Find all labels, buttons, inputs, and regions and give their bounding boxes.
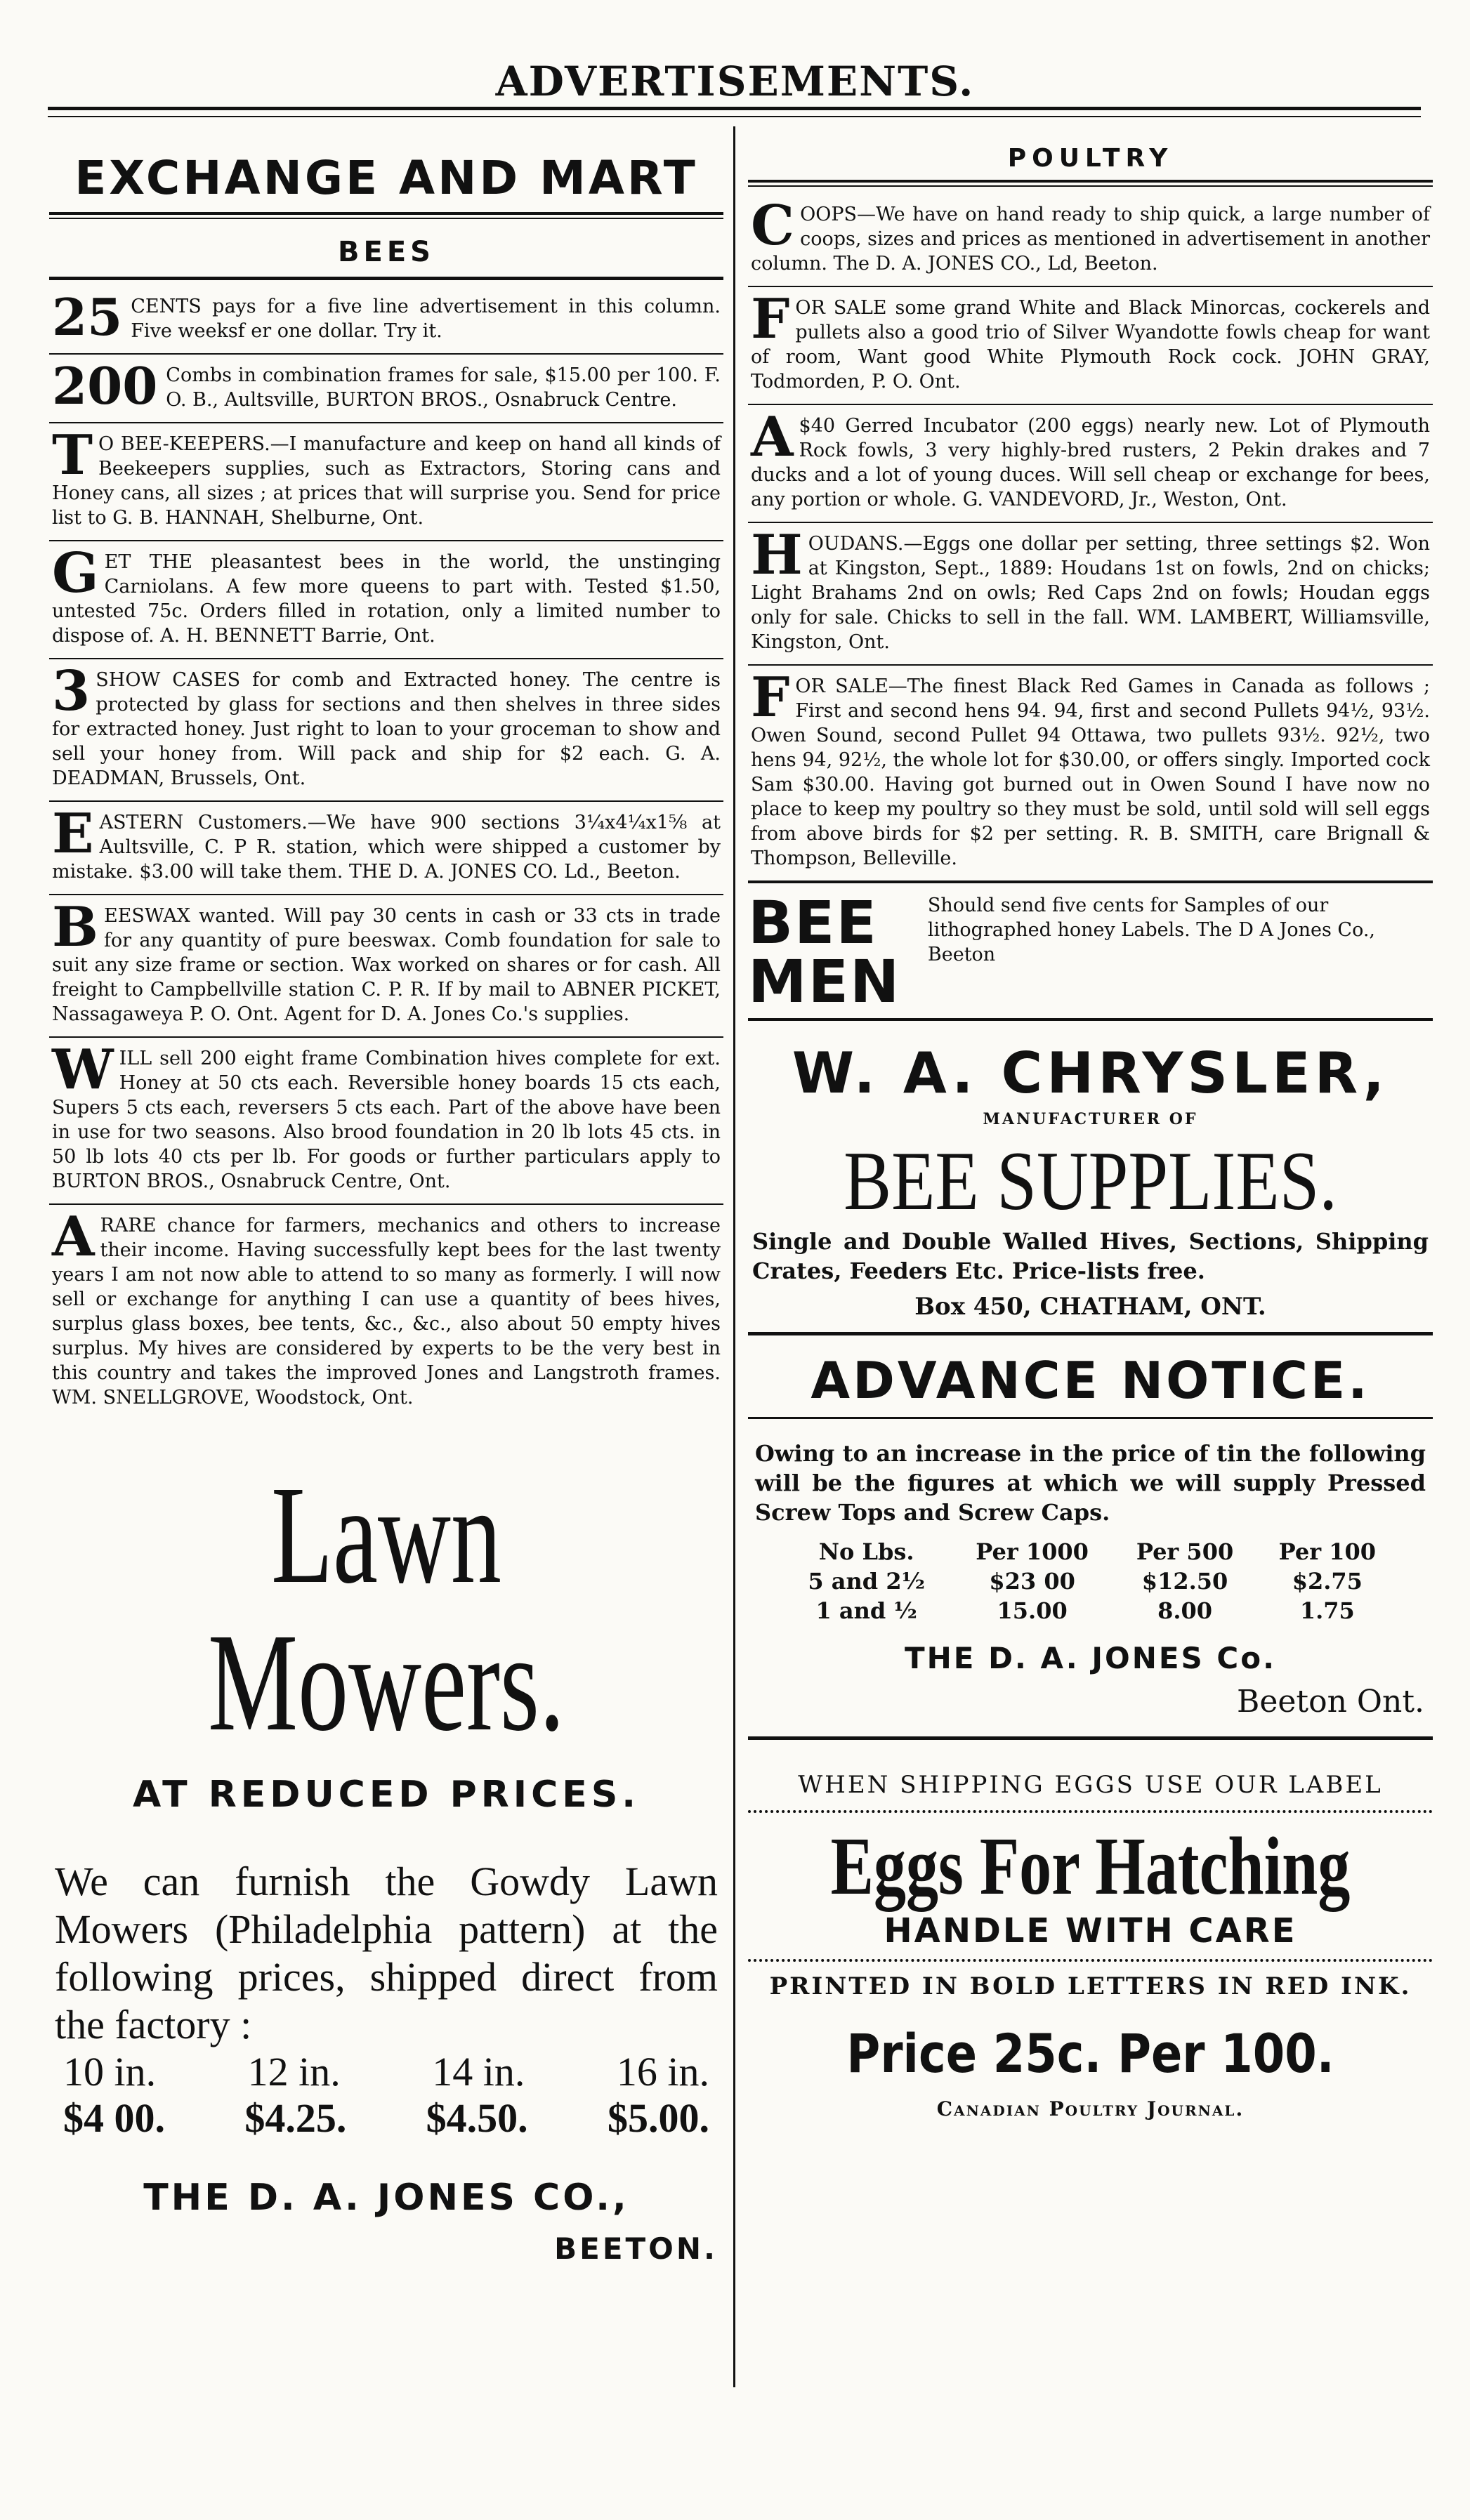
divider <box>49 212 723 219</box>
poultry-section-title: POULTRY <box>1007 144 1174 173</box>
ad-drop: B <box>52 895 98 959</box>
lawn-mower-sizes <box>49 2049 723 2095</box>
classified-ad <box>748 287 1433 405</box>
ad-drop: C <box>751 194 795 258</box>
ad-text: OOPS—We have on hand ready to ship quick, a large number of coops, sizes and prices as mentioned in advertisement in another column. The D. A. JONES CO., Ld, Beeton. <box>751 204 1430 275</box>
eggs-for-hatching-title: Eggs For Hatching <box>830 1820 1351 1912</box>
divider <box>748 1736 1433 1740</box>
ad-text: RARE chance for farmers, mechanics and others to increase their income. Having successfully kept bees for the last twenty years I am not now able to attend to so many as formerly. I will now sell or exchange for anything I can use a quantity of bees hives, surplus glass boxes, bee tents, &c., &c., also about 50 empty hives surplus. My hives are considered by experts to be the very best in this country and takes the improved Jones and Langstroth frames. WM. SNELLGROVE, Woodstock, Ont. <box>52 1215 721 1409</box>
table-cell: 1.75 <box>1299 1597 1355 1624</box>
table-header: Per 100 <box>1278 1538 1377 1565</box>
price-cell: $4 00. <box>63 2095 165 2141</box>
ad-drop: F <box>751 287 790 351</box>
lawn-mowers-subtitle: AT REDUCED PRICES. <box>132 1774 641 1816</box>
ad-text: OUDANS.—Eggs one dollar per setting, three settings $2. Won at Kingston, Sept., 1889: Houdans 1st on fowls, 2nd on chicks; Light Brahams 2nd on owls; Red Caps 2nd on fowls; Houdan eggs only for sale. Chicks to sell in the fall. WM. LAMBERT, Williamsville, Kingston, Ont. <box>751 533 1430 653</box>
table-cell: 1 and ½ <box>815 1597 917 1624</box>
divider <box>748 180 1433 187</box>
right-column <box>748 130 1433 2120</box>
dotted-divider <box>748 1959 1433 1962</box>
table-cell: 8.00 <box>1157 1597 1212 1624</box>
table-row <box>782 1566 1399 1596</box>
table-header: Per 500 <box>1136 1538 1234 1565</box>
bees-section-title: BEES <box>338 236 435 268</box>
chrysler-name: W. A. CHRYSLER, <box>792 1041 1389 1106</box>
ad-drop: 25 <box>52 287 123 347</box>
divider <box>748 1332 1433 1335</box>
advance-notice-title: ADVANCE NOTICE. <box>748 1351 1433 1419</box>
table-cell: 5 and 2½ <box>808 1568 925 1595</box>
header-rule <box>48 107 1421 110</box>
classified-ad <box>49 802 723 895</box>
bee-supplies-heading: BEE SUPPLIES. <box>844 1134 1337 1227</box>
chrysler-address: Box 450, CHATHAM, ONT. <box>914 1293 1266 1321</box>
price-cell: $5.00. <box>607 2095 709 2141</box>
price-table <box>782 1537 1399 1625</box>
eggs-printed-text: PRINTED IN BOLD LETTERS IN RED INK. <box>769 1972 1412 2000</box>
table-cell: $23 00 <box>989 1568 1075 1595</box>
ad-text: $40 Gerred Incubator (200 eggs) nearly new. Lot of Plymouth Rock fowls, 3 very highly-bred rusters, 2 Pekin drakes and 7 ducks and a lot of young duces. Will sell cheap or exchange for bees, any portion or whole. G. VANDEVORD, Jr., Weston, Ont. <box>751 415 1430 510</box>
classified-ad <box>49 895 723 1038</box>
classified-ad <box>49 1038 723 1205</box>
lawn-mowers-town: BEETON. <box>554 2231 718 2266</box>
eggs-shipping-text: WHEN SHIPPING EGGS USE OUR LABEL <box>798 1771 1383 1799</box>
ad-text: OR SALE—The finest Black Red Games in Canada as follows ; First and second hens 94. 94, first and second Pullets 94½, 93½. Owen Sound, second Pullet 94 Ottawa, two pullets 93½. 92½, two hens 94, 92½, the whole lot for $30.00, or offers singly. Imported cock Sam $30.00. Having got burned out in Owen Sound I have now no place to keep my poultry so they must be sold, until sold will sell eggs from above birds for $2 per setting. R. B. SMITH, care Brignall & Thompson, Belleville. <box>751 675 1430 869</box>
bee-men-heading: BEE MEN <box>748 888 901 1016</box>
price-cell: $4.50. <box>426 2095 528 2141</box>
classified-ad <box>49 541 723 659</box>
ad-text: ILL sell 200 eight frame Combination hives complete for ext. Honey at 50 cts each. Reversible honey boards 15 cts each, Supers 5 cts each, reversers 5 cts each. Part of the above have been in use for two seasons. Also brood foundation in 20 lb lots 45 cts. in 50 lb lots 40 cts per lb. For goods or further particulars apply to BURTON BROS., Osnabruck Centre, Ont. <box>52 1048 721 1192</box>
journal-credit: Canadian Poultry Journal. <box>936 2097 1245 2120</box>
advance-notice-company: THE D. A. JONES Co. <box>904 1641 1277 1675</box>
classified-ad <box>49 423 723 541</box>
exchange-and-mart-title: EXCHANGE AND MART <box>74 151 698 205</box>
size-cell: 10 in. <box>63 2049 157 2094</box>
classified-ad <box>748 194 1433 287</box>
dotted-divider <box>748 1810 1433 1813</box>
ad-drop: A <box>751 405 794 469</box>
table-cell: 15.00 <box>997 1597 1068 1624</box>
ad-text: CENTS pays for a five line advertisement in this column. Five weeksf er one dollar. Try it. <box>131 296 721 342</box>
chrysler-description: Single and Double Walled Hives, Sections, Shipping Crates, Feeders Etc. Price-lists free. <box>752 1228 1429 1284</box>
ad-drop: 3 <box>52 659 91 723</box>
advance-notice-body: Owing to an increase in the price of tin the following will be the figures at which we will supply Pressed Screw Tops and Screw Caps. <box>755 1440 1426 1526</box>
table-header: No Lbs. <box>818 1538 914 1565</box>
size-cell: 14 in. <box>432 2049 525 2094</box>
bee-men-ad <box>748 883 1433 1021</box>
ad-text: OR SALE some grand White and Black Minorcas, cockerels and pullets also a good trio of Silver Wyandotte fowls cheap for want of room, Want good White Plymouth Rock cock. JOHN GRAY, Todmorden, P. O. Ont. <box>751 297 1430 392</box>
ad-text: EESWAX wanted. Will pay 30 cents in cash or 33 cts in trade for any quantity of pure beeswax. Comb foundation for sale to suit any size frame or section. Wax worked on shares or for cash. All freight to Campbellville station C. P. R. If by mail to ABNER PICKET, Nassagaweya P. O. Ont. Agent for D. A. Jones Co.'s supplies. <box>52 905 721 1025</box>
classified-ad <box>49 355 723 423</box>
size-cell: 16 in. <box>616 2049 709 2094</box>
table-cell: $12.50 <box>1141 1568 1228 1595</box>
eggs-label-price: Price 25c. Per 100. <box>846 2022 1334 2085</box>
ad-drop: F <box>751 666 790 730</box>
price-cell: $4.25. <box>244 2095 347 2141</box>
ad-drop: T <box>52 423 93 487</box>
ad-drop: 200 <box>52 356 158 416</box>
divider <box>49 277 723 280</box>
ad-text: O BEE-KEEPERS.—I manufacture and keep on hand all kinds of Beekeepers supplies, such as Extractors, Storing cans and Honey cans, all sizes ; at prices that will surprise you. Send for price list to G. B. HANNAH, Shelburne, Ont. <box>52 433 721 529</box>
page-title: ADVERTISEMENTS. <box>495 58 975 105</box>
table-header-row <box>782 1537 1399 1566</box>
ad-drop: G <box>52 541 99 605</box>
ad-drop: A <box>52 1205 95 1269</box>
header-rule-thin <box>48 116 1421 117</box>
classified-ad <box>748 405 1433 523</box>
lawn-mowers-title: Lawn Mowers. <box>208 1458 565 1760</box>
lawn-mowers-company: THE D. A. JONES CO., <box>143 2177 629 2219</box>
size-cell: 12 in. <box>247 2049 341 2094</box>
left-column <box>49 130 723 2266</box>
ad-text: ASTERN Customers.—We have 900 sections 3¼x4¼x1⅝ at Aultsville, C. P R. station, which were shipped a customer by mistake. $3.00 will take them. THE D. A. JONES CO. Ld., Beeton. <box>52 812 721 883</box>
chrysler-manufacturer-label: MANUFACTURER OF <box>983 1110 1198 1128</box>
ad-text: ET THE pleasantest bees in the world, the unstinging Carniolans. A few more queens to part with. Tested $1.50, untested 75c. Orders filled in rotation, only a limited number to dispose of. A. H. BENNETT Barrie, Ont. <box>52 551 721 647</box>
bee-men-text: Should send five cents for Samples of our lithographed honey Labels. The D A Jones Co., Beeton <box>927 895 1376 965</box>
table-cell: $2.75 <box>1292 1568 1363 1595</box>
handle-with-care-text: HANDLE WITH CARE <box>884 1911 1297 1951</box>
classified-ad <box>748 666 1433 883</box>
lawn-mowers-body: We can furnish the Gowdy Lawn Mowers (Philadelphia pattern) at the following prices, shipped direct from the factory : <box>55 1859 718 2047</box>
ad-text: Combs in combination frames for sale, $15.00 per 100. F. O. B., Aultsville, BURTON BROS., Osnabruck Centre. <box>166 364 721 411</box>
classified-ad <box>49 286 723 355</box>
table-header: Per 1000 <box>976 1538 1089 1565</box>
ad-drop: H <box>751 523 803 587</box>
advance-notice-town: Beeton Ont. <box>1237 1684 1424 1720</box>
classified-ad <box>49 1205 723 1420</box>
ad-text: SHOW CASES for comb and Extracted honey. The centre is protected by glass for sections and then shelves in three sides for extracted honey. Just right to loan to your groceman to show and sell your honey from. Will pack and ship for $2 each. G. A. DEADMAN, Brussels, Ont. <box>52 669 721 789</box>
ad-drop: W <box>52 1038 114 1102</box>
classified-ad <box>748 523 1433 666</box>
table-row <box>782 1596 1399 1625</box>
ad-drop: E <box>52 802 94 866</box>
classified-ad <box>49 659 723 802</box>
lawn-mower-prices <box>49 2095 723 2142</box>
column-divider <box>733 126 735 2387</box>
